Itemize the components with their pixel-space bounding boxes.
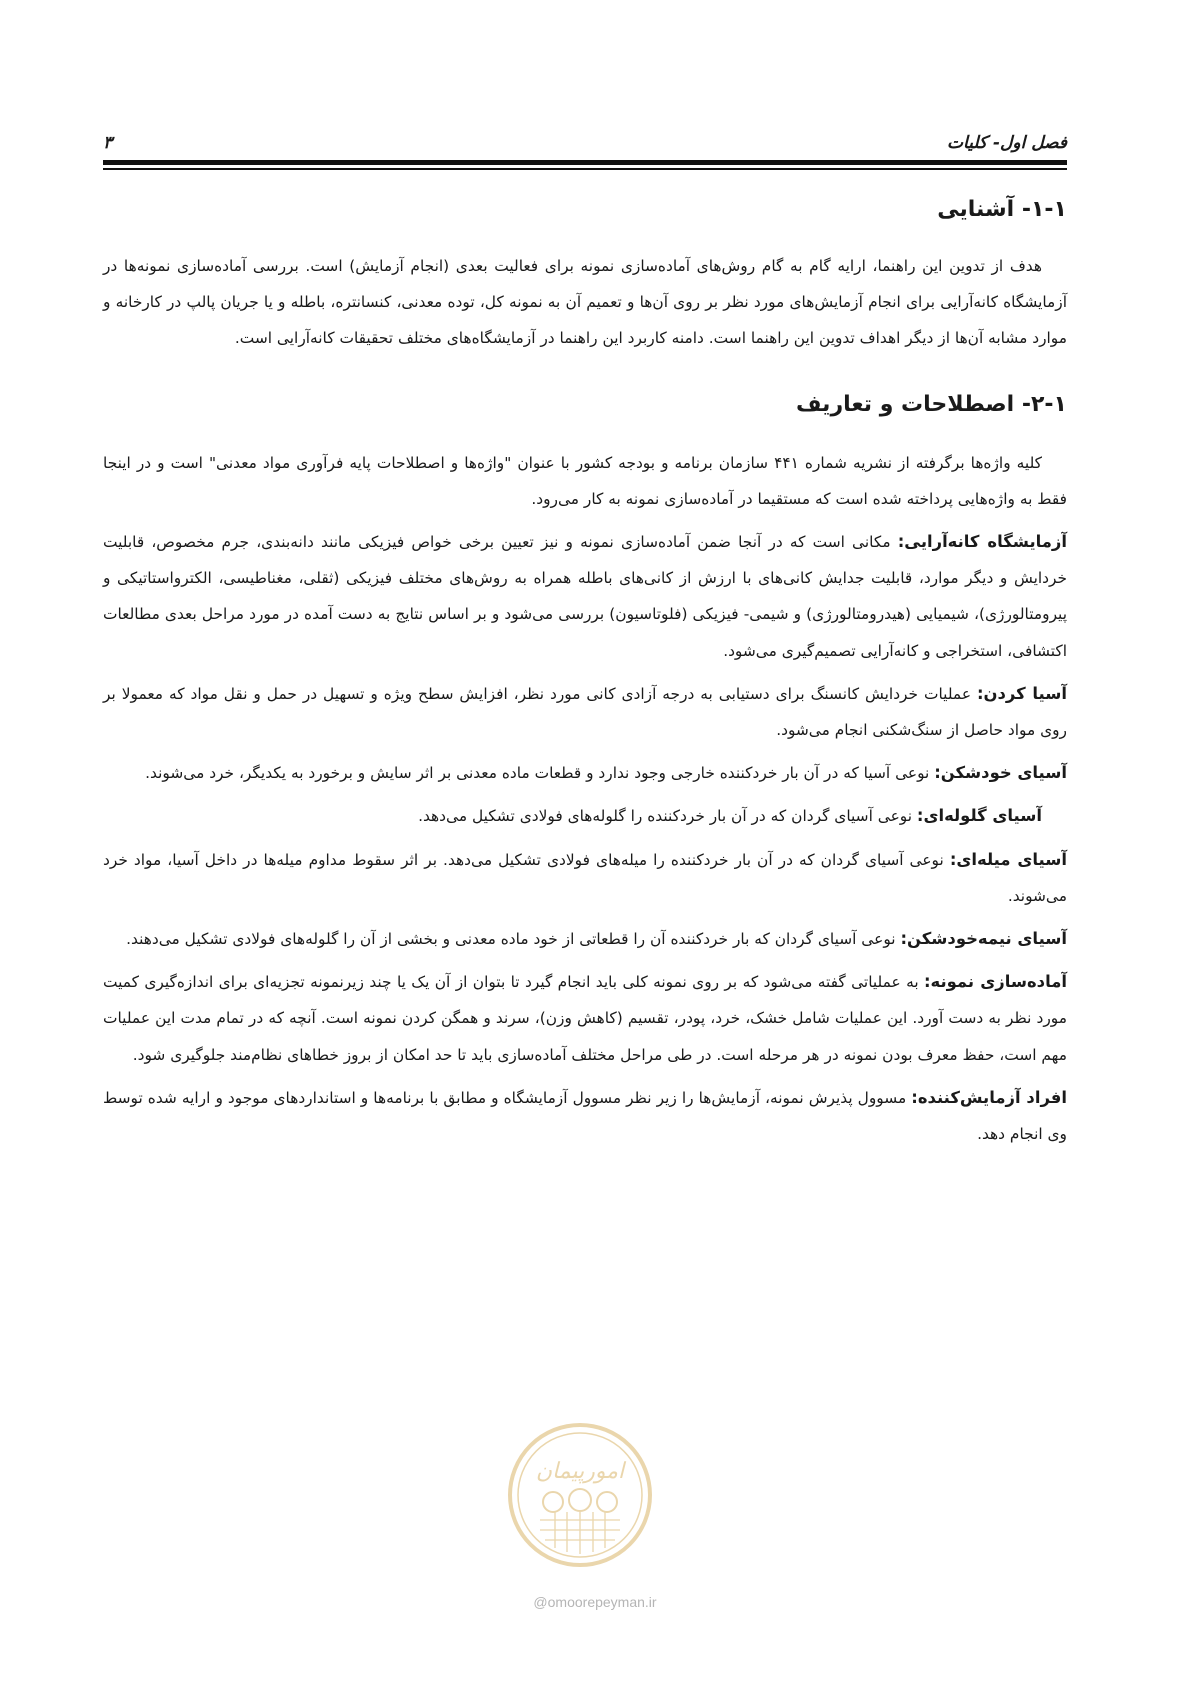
section-heading-introduction: ۱-۱- آشنایی (937, 197, 1067, 222)
header-rule-thick (103, 160, 1067, 165)
running-header (103, 128, 1067, 158)
svg-text:امورپیمان: امورپیمان (535, 1459, 625, 1484)
definition-text: عملیات خردایش کانسنگ برای دستیابی به درجه آزادی کانی مورد نظر، افزایش سطح ویژه و تسهیل در حمل و نقل مواد که معمولا بر روی مواد حاصل از سنگ‌شکنی انجام می‌شود. (103, 684, 1067, 740)
definition-term: آزمایشگاه کانه‌آرایی: (897, 532, 1067, 552)
definitions-list (103, 524, 1067, 1152)
definition-text: مسوول پذیرش نمونه، آزمایش‌ها را زیر نظر مسوول آزمایشگاه و مطابق با برنامه‌ها و استانداردهای موجود و ارایه شده توسط وی انجام دهد. (103, 1088, 1067, 1144)
definition-paragraph (103, 524, 1067, 669)
definition-term: آسیای نیمه‌خودشکن: (900, 929, 1067, 949)
definition-term: آسیای میله‌ای: (949, 849, 1067, 869)
definitions-intro-paragraph: کلیه واژه‌ها برگرفته از نشریه شماره ۴۴۱ سازمان برنامه و بودجه کشور با عنوان "واژه‌ها و اصطلاحات پایه فرآوری مواد معدنی" است و در اینجا فقط به واژه‌هایی پرداخته شده است که مستقیما در آماده‌سازی نمونه به کار می‌رود. (103, 453, 1067, 508)
introduction-paragraph: هدف از تدوین این راهنما، ارایه گام به گام روش‌های آماده‌سازی نمونه برای فعالیت بعدی (انجام آزمایش) است. بررسی آماده‌سازی نمونه‌ها در آزمایشگاه کانه‌آرایی برای انجام آزمایش‌های مورد نظر بر روی آن‌ها و تعمیم آن به نمونه کل، توده معدنی، کنسانتره، باطله و یا جریان پالپ در کارخانه و موارد مشابه آن‌ها از دیگر اهداف تدوین این راهنما است. دامنه کاربرد این راهنما در آزمایشگاه‌های مختلف تحقیقات کانه‌آرایی است. (103, 257, 1067, 348)
definition-paragraph (103, 676, 1067, 748)
definition-text: نوعی آسیای گردان که در آن بار خردکننده را گلوله‌های فولادی تشکیل می‌دهد. (418, 807, 917, 826)
watermark-logo-icon (505, 1420, 655, 1570)
definition-text: به عملیاتی گفته می‌شود که بر روی نمونه کلی باید انجام گیرد تا بتوان از آن یک یا چند زیرنمونه تجزیه‌ای برای اندازه‌گیری کمیت مورد نظر به دست آورد. این عملیات شامل خشک، خرد، پودر، تقسیم (کاهش وزن)، سرند و همگن کردن نمونه است. آنچه که در تمام مدت این عملیات مهم است، حفظ معرف بودن نمونه در هر مرحله است. در طی مراحل مختلف آماده‌سازی باید تا حد امکان از بروز خطاهای نظام‌مند جلوگیری شود. (103, 973, 1067, 1064)
definition-term: آماده‌سازی نمونه: (924, 972, 1067, 992)
header-rule-thin (103, 168, 1067, 170)
page-number: ۳ (103, 133, 113, 153)
definition-text: مکانی است که در آنجا ضمن آماده‌سازی نمونه و نیز تعیین برخی خواص فیزیکی مانند دانه‌بندی، جرم مخصوص، قابلیت خردایش و دیگر موارد، قابلیت جدایش کانی‌های با ارزش از کانی‌های باطله همراه به روش‌های مختلف فیزیکی (ثقلی، مغناطیسی، الکترواستاتیکی و پیرومتالورژی)، شیمیایی (هیدرومتالورژی) و شیمی- فیزیکی (فلوتاسیون) بررسی می‌شود و بر اساس نتایج به دست آمده در مورد مراحل بعدی مطالعات اکتشافی، استخراجی و کانه‌آرایی تصمیم‌گیری می‌شود. (103, 533, 1067, 660)
definition-term: افراد آزمایش‌کننده: (911, 1087, 1067, 1107)
footer-url: @omoorepeyman.ir (533, 1594, 657, 1610)
definition-text: نوعی آسیا که در آن بار خردکننده خارجی وجود ندارد و قطعات ماده معدنی بر اثر سایش و برخورد به یکدیگر، خرد می‌شوند. (145, 764, 935, 783)
chapter-title: فصل اول- کلیات (947, 133, 1067, 153)
section-heading-definitions: ۲-۱- اصطلاحات و تعاریف (795, 391, 1067, 417)
definition-paragraph (103, 755, 1067, 791)
definition-paragraph (103, 842, 1067, 914)
definition-paragraph (103, 1080, 1067, 1152)
definition-term: آسیای گلوله‌ای: (916, 806, 1042, 826)
definition-paragraph (103, 921, 1067, 957)
definition-text: نوعی آسیای گردان که بار خردکننده آن را قطعاتی از خود ماده معدنی و بخشی از آن را گلوله‌های فولادی تشکیل می‌دهند. (126, 930, 901, 949)
definition-paragraph (103, 798, 1067, 834)
definition-term: آسیای خودشکن: (934, 763, 1067, 783)
page-content (103, 190, 1067, 1152)
definition-text: نوعی آسیای گردان که در آن بار خردکننده را میله‌های فولادی تشکیل می‌دهد. بر اثر سقوط مداوم میله‌ها در داخل آسیا، مواد خرد می‌شوند. (103, 850, 1067, 905)
definition-term: آسیا کردن: (976, 683, 1067, 703)
definition-paragraph (103, 964, 1067, 1073)
